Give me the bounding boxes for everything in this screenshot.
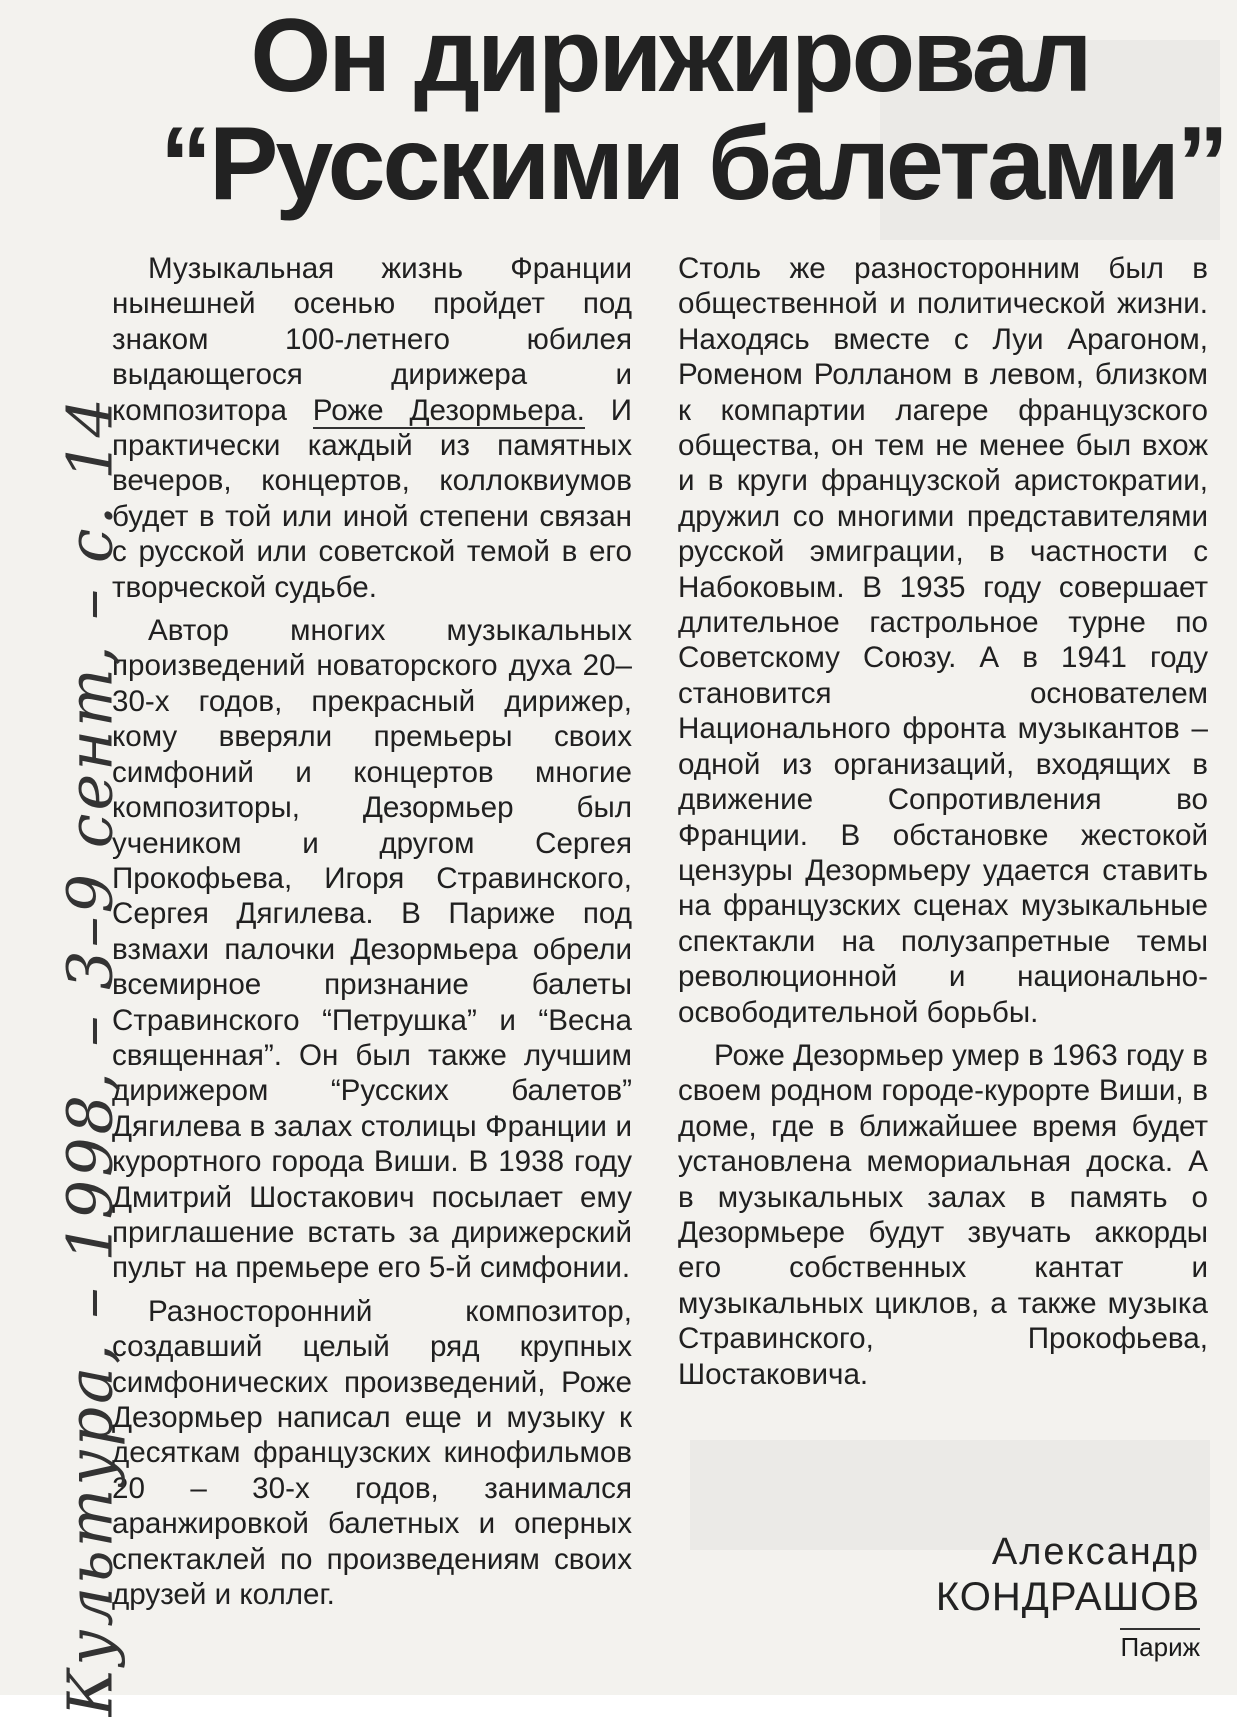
right-paragraph-2: Роже Дезормьер умер в 1963 году в своем родном городе-курорте Виши, в доме, где в ближайшее время будет установлена мемориальная доска. А в музыкальных залах в память о Дезормьере будут звучать аккорды его собственных кантат и музыкальных циклов, а также музыка Стравинского, Прокофьева, Шостаковича. [678, 1038, 1208, 1391]
byline [840, 1530, 1200, 1662]
article-column-right [678, 251, 1208, 1400]
author-first-name: Александр [991, 1531, 1200, 1573]
article-column-left [112, 251, 632, 1620]
headline-line-2: “Русскими балетами” [160, 106, 1226, 222]
handwritten-source-note: Культура, – 1998, – 3–9 сент, – с. 14 [53, 395, 127, 1717]
left-paragraph-3: Разносторонний композитор, создавший целый ряд крупных симфонических произведений, Роже Дезормьер написал еще и музыку к десяткам французских кинофильмов 20 – 30-х годов, занимался аранжировкой балетных и оперных спектаклей по произведениям своих друзей и коллег. [112, 1294, 632, 1612]
byline-city: Париж [1120, 1628, 1200, 1662]
headline-line-1: Он дирижировал [250, 0, 1090, 114]
right-paragraph-1: Столь же разносторонним был в общественной и политической жизни. Находясь вместе с Луи Арагоном, Роменом Ролланом в левом, близком к компартии лагере французского общества, он тем не менее был вхож и в круги французской аристократии, дружил со многими представителями русской эмиграции, в частности с Набоковым. В 1935 году совершает длительное гастрольное турне по Советскому Союзу. А в 1941 году становится основателем Национального фронта музыкантов – одной из организаций, входящих в движение Сопротивления во Франции. В обстановке жестокой цензуры Дезормьеру удается ставить на французских сценах музыкальные спектакли на полузапретные темы революционной и национально-освободительной борьбы. [678, 252, 1208, 1029]
left-paragraph-1: Музыкальная жизнь Франции нынешней осенью пройдет под знаком 100-летнего юбилея выдающегося дирижера и композитора Роже Дезормьера. И практически каждый из памятных вечеров, концертов, коллоквиумов будет в той или иной степени связан с русской или советской темой в его творческой судьбе. [112, 252, 632, 604]
left-paragraph-2: Автор многих музыкальных произведений новаторского духа 20–30-х годов, прекрасный дирижер, кому вверяли премьеры своих симфоний и концертов многие композиторы, Дезормьер был учеником и другом Сергея Прокофьева, Игоря Стравинского, Сергея Дягилева. В Париже под взмахи палочки Дезормьера обрели всемирное признание балеты Стравинского “Петрушка” и “Весна священная”. Он был также лучшим дирижером “Русских балетов” Дягилева в залах столицы Франции и курортного города Виши. В 1938 году Дмитрий Шостакович посылает ему приглашение встать за дирижерский пульт на премьере его 5-й симфонии. [112, 614, 632, 1285]
author-last-name: КОНДРАШОВ [935, 1575, 1200, 1619]
underlined-name: Роже Дезормьера. [312, 393, 585, 427]
headline [160, 0, 1226, 222]
